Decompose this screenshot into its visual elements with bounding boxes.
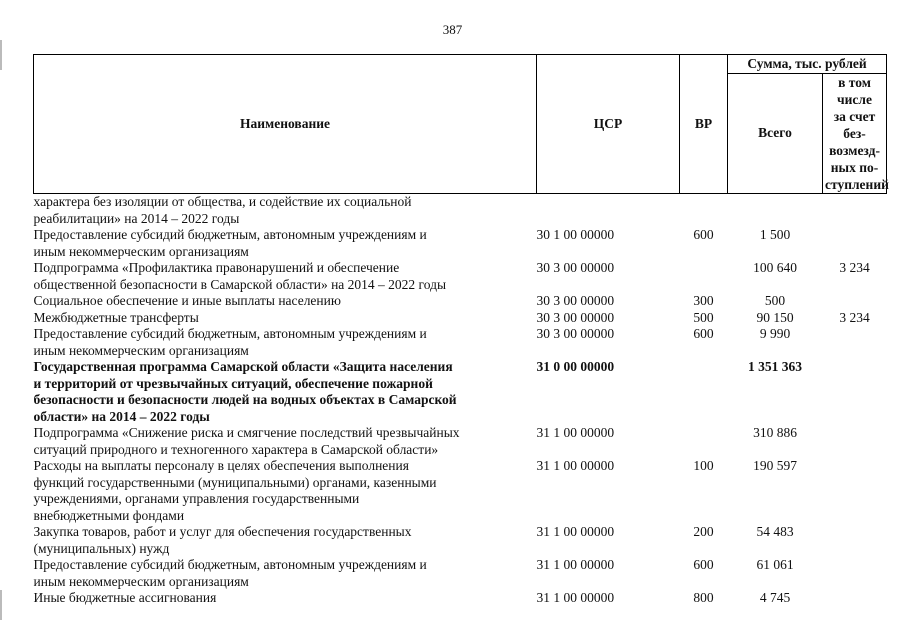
budget-table bbox=[33, 54, 887, 607]
row-csr: 31 1 00 00000 bbox=[536, 425, 615, 440]
row-vr: 600 bbox=[693, 326, 714, 341]
row-name-line: внебюджетными фондами bbox=[33, 507, 185, 523]
row-vr: 200 bbox=[693, 524, 714, 539]
row-name-line: характера без изоляции от общества, и содействие их социальной bbox=[33, 194, 412, 209]
row-name bbox=[34, 227, 537, 260]
row-free bbox=[823, 293, 887, 310]
header-free-line: ступлений bbox=[825, 177, 889, 192]
table-row bbox=[34, 359, 887, 425]
header-csr: ЦСР bbox=[537, 55, 680, 194]
row-vr bbox=[680, 260, 728, 293]
row-name bbox=[34, 458, 537, 524]
row-name bbox=[34, 590, 537, 607]
row-csr: 31 1 00 00000 bbox=[536, 524, 615, 539]
row-free bbox=[823, 590, 887, 607]
table-row bbox=[34, 194, 887, 228]
row-name-line: учреждениями, органами управления государственными bbox=[33, 491, 360, 506]
row-name-line: реабилитации» на 2014 – 2022 годы bbox=[33, 210, 240, 226]
header-total: Всего bbox=[728, 74, 823, 194]
row-csr: 30 3 00 00000 bbox=[536, 326, 615, 341]
row-name bbox=[34, 194, 537, 228]
row-name-line: (муниципальных) нужд bbox=[33, 540, 170, 556]
header-free-line: ных по- bbox=[830, 160, 879, 175]
row-name-line: Предоставление субсидий бюджетным, автономным учреждениям и bbox=[33, 227, 427, 242]
row-name bbox=[34, 524, 537, 557]
header-free-line: возмезд- bbox=[829, 143, 880, 158]
page-number: 387 bbox=[442, 22, 463, 37]
row-total: 61 061 bbox=[756, 557, 794, 572]
row-vr: 800 bbox=[693, 590, 714, 605]
header-sum: Сумма, тыс. рублей bbox=[728, 55, 887, 74]
row-vr: 600 bbox=[693, 227, 714, 242]
row-name-line: Подпрограмма «Снижение риска и смягчение последствий чрезвычайных bbox=[33, 425, 460, 440]
row-csr: 30 3 00 00000 bbox=[536, 293, 615, 308]
row-name-line: Предоставление субсидий бюджетным, автономным учреждениям и bbox=[33, 326, 427, 341]
table-row bbox=[34, 458, 887, 524]
row-vr: 500 bbox=[693, 309, 714, 325]
row-name bbox=[34, 326, 537, 359]
row-total: 4 745 bbox=[759, 590, 791, 605]
row-free bbox=[823, 194, 887, 228]
row-name-line: Расходы на выплаты персоналу в целях обеспечения выполнения bbox=[33, 458, 409, 473]
row-name bbox=[34, 310, 537, 327]
row-free bbox=[823, 359, 887, 425]
row-name-line: иным некоммерческим организациям bbox=[33, 342, 249, 358]
table-row bbox=[34, 590, 887, 607]
table-row bbox=[34, 227, 887, 260]
row-name-line: функций государственными (муниципальными) органами, казенными bbox=[33, 474, 437, 490]
header-name: Наименование bbox=[34, 55, 537, 194]
table-row bbox=[34, 293, 887, 310]
table-row bbox=[34, 326, 887, 359]
row-free: 3 234 bbox=[839, 309, 870, 325]
row-total: 190 597 bbox=[753, 458, 797, 473]
row-free bbox=[823, 557, 887, 590]
row-csr: 31 1 00 00000 bbox=[536, 557, 615, 572]
row-free bbox=[823, 326, 887, 359]
row-vr bbox=[680, 425, 728, 458]
table-row bbox=[34, 310, 887, 327]
row-free bbox=[823, 524, 887, 557]
row-name bbox=[34, 557, 537, 590]
row-vr bbox=[680, 194, 728, 228]
row-name-line: иным некоммерческим организациям bbox=[33, 243, 249, 259]
row-name-line: Иные бюджетные ассигнования bbox=[33, 590, 217, 605]
row-total: 54 483 bbox=[756, 524, 794, 539]
row-free bbox=[823, 227, 887, 260]
table-header bbox=[34, 55, 887, 194]
scan-edge-mark bbox=[0, 40, 2, 70]
row-csr: 31 1 00 00000 bbox=[536, 458, 615, 473]
row-name bbox=[34, 425, 537, 458]
row-csr: 30 3 00 00000 bbox=[536, 309, 615, 325]
table-row bbox=[34, 557, 887, 590]
row-total: 310 886 bbox=[753, 425, 797, 440]
row-total: 500 bbox=[764, 293, 786, 308]
row-name-line: Государственная программа Самарской области «Защита населения bbox=[33, 359, 453, 374]
row-csr bbox=[537, 194, 680, 228]
table-body bbox=[34, 194, 887, 607]
row-name bbox=[34, 359, 537, 425]
row-total bbox=[728, 194, 823, 228]
row-free bbox=[823, 425, 887, 458]
row-name-line: иным некоммерческим организациям bbox=[33, 573, 249, 589]
row-total: 1 500 bbox=[759, 227, 791, 242]
row-name bbox=[34, 293, 537, 310]
row-csr: 30 1 00 00000 bbox=[536, 227, 615, 242]
row-name-line: безопасности и безопасности людей на водных объектах в Самарской bbox=[33, 392, 457, 407]
scan-edge-mark bbox=[0, 590, 2, 620]
row-name-line: области» на 2014 – 2022 годы bbox=[33, 408, 210, 424]
row-csr: 31 0 00 00000 bbox=[536, 359, 615, 374]
row-name-line: Социальное обеспечение и иные выплаты населению bbox=[33, 293, 341, 308]
header-free-line: в том числе bbox=[837, 75, 872, 107]
row-name-line: Предоставление субсидий бюджетным, автономным учреждениям и bbox=[33, 557, 427, 572]
row-total: 9 990 bbox=[759, 326, 791, 341]
row-name-line: Подпрограмма «Профилактика правонарушений и обеспечение bbox=[33, 260, 400, 275]
row-name-line: общественной безопасности в Самарской области» на 2014 – 2022 годы bbox=[33, 276, 447, 292]
row-free bbox=[823, 458, 887, 524]
row-total: 100 640 bbox=[753, 260, 797, 275]
row-csr: 31 1 00 00000 bbox=[536, 590, 615, 605]
row-name-line: и территорий от чрезвычайных ситуаций, обеспечение пожарной bbox=[33, 375, 433, 391]
row-total: 90 150 bbox=[756, 309, 794, 325]
row-name-line: Межбюджетные трансферты bbox=[33, 309, 199, 325]
row-free: 3 234 bbox=[839, 260, 870, 275]
row-name-line: ситуаций природного и техногенного характера в Самарской области» bbox=[33, 441, 439, 457]
row-vr: 100 bbox=[693, 458, 714, 473]
header-free bbox=[823, 74, 887, 194]
table-row bbox=[34, 260, 887, 293]
row-name-line: Закупка товаров, работ и услуг для обеспечения государственных bbox=[33, 524, 412, 539]
header-vr: ВР bbox=[680, 55, 728, 194]
table-row bbox=[34, 425, 887, 458]
header-free-line: за счет без- bbox=[833, 109, 876, 141]
table-row bbox=[34, 524, 887, 557]
row-csr: 30 3 00 00000 bbox=[536, 260, 615, 275]
row-total: 1 351 363 bbox=[748, 359, 802, 374]
row-name bbox=[34, 260, 537, 293]
row-vr: 600 bbox=[693, 557, 714, 572]
row-vr bbox=[680, 359, 728, 425]
row-vr: 300 bbox=[693, 293, 714, 308]
